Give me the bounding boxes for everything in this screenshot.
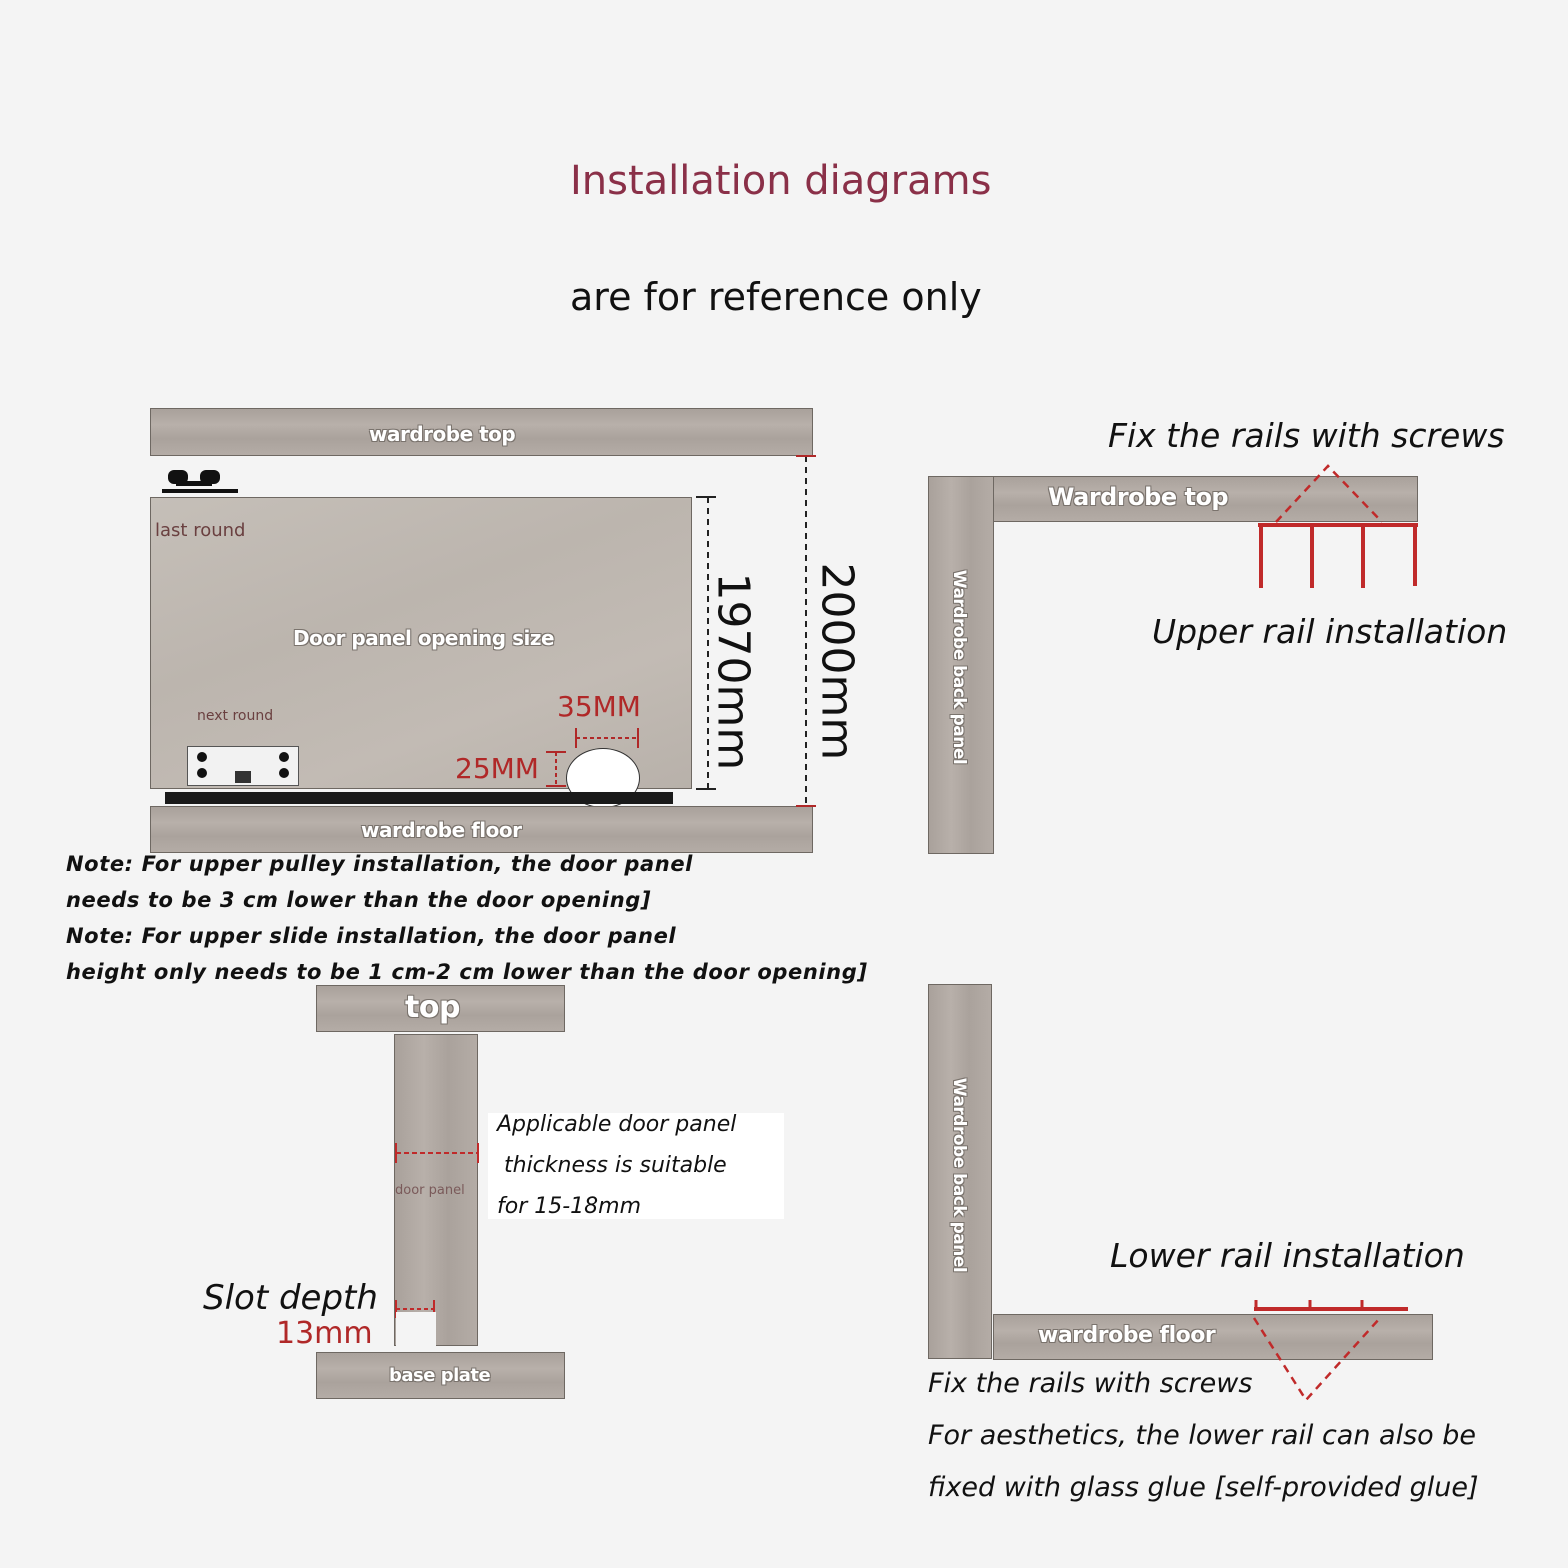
wardrobe-top-label: wardrobe top bbox=[369, 422, 516, 446]
page-subtitle: are for reference only bbox=[570, 275, 982, 319]
upper-wardrobe-top-label: Wardrobe top bbox=[1048, 483, 1229, 511]
slot-depth-label: Slot depth bbox=[203, 1278, 378, 1318]
lower-fix-caption: Fix the rails with screws bbox=[928, 1368, 1253, 1399]
dimension-line-25mm bbox=[546, 752, 566, 786]
dimension-line-2000 bbox=[796, 456, 816, 806]
lower-rail-caption: Lower rail installation bbox=[1110, 1236, 1465, 1275]
lower-back-panel-label: Wardrobe back panel bbox=[949, 1077, 969, 1273]
lower-rail-screw-triangle bbox=[1254, 1318, 1380, 1400]
page-title: Installation diagrams bbox=[570, 158, 992, 204]
note-line-3: Note: For upper slide installation, the door panel bbox=[66, 924, 677, 948]
dimension-2000mm: 2000mm bbox=[811, 562, 863, 761]
section-door-panel-label: door panel bbox=[395, 1183, 465, 1198]
note-line-1: Note: For upper pulley installation, the door panel bbox=[66, 852, 693, 876]
lower-wardrobe-floor-label: wardrobe floor bbox=[1038, 1323, 1216, 1348]
dimension-25mm: 25MM bbox=[455, 752, 539, 785]
upper-rail-profile bbox=[1258, 525, 1418, 588]
thickness-line-2: thickness is suitable bbox=[504, 1153, 727, 1178]
section-base-plate-label: base plate bbox=[389, 1365, 491, 1386]
dimension-line-1970 bbox=[696, 497, 716, 789]
note-line-2: needs to be 3 cm lower than the door opening] bbox=[66, 888, 652, 912]
upper-fix-caption: Fix the rails with screws bbox=[1108, 416, 1505, 455]
lower-rail-profile bbox=[1254, 1300, 1408, 1311]
upper-back-panel-label: Wardrobe back panel bbox=[949, 569, 969, 765]
upper-rail-caption: Upper rail installation bbox=[1152, 612, 1508, 651]
slot-depth-marker bbox=[396, 1300, 436, 1346]
last-round-label: last round bbox=[155, 520, 246, 541]
thickness-line-3: for 15-18mm bbox=[497, 1194, 642, 1219]
note-line-4: height only needs to be 1 cm-2 cm lower than the door opening] bbox=[66, 960, 868, 984]
upper-rail-screw-triangle bbox=[1276, 466, 1382, 522]
dimension-line-35mm bbox=[576, 728, 638, 748]
door-panel-label: Door panel opening size bbox=[293, 626, 555, 650]
wardrobe-floor-label: wardrobe floor bbox=[361, 818, 522, 842]
aesthetic-line-2: fixed with glass glue [self-provided glue] bbox=[928, 1472, 1479, 1503]
next-round-label: next round bbox=[197, 708, 274, 724]
door-thickness-marker bbox=[396, 1143, 478, 1163]
thickness-line-1: Applicable door panel bbox=[497, 1112, 737, 1137]
slot-depth-value: 13mm bbox=[276, 1316, 373, 1351]
section-top-label: top bbox=[405, 990, 460, 1025]
dimension-1970mm: 1970mm bbox=[707, 572, 759, 771]
dimension-35mm: 35MM bbox=[557, 690, 641, 723]
aesthetic-line-1: For aesthetics, the lower rail can also be bbox=[928, 1420, 1477, 1451]
